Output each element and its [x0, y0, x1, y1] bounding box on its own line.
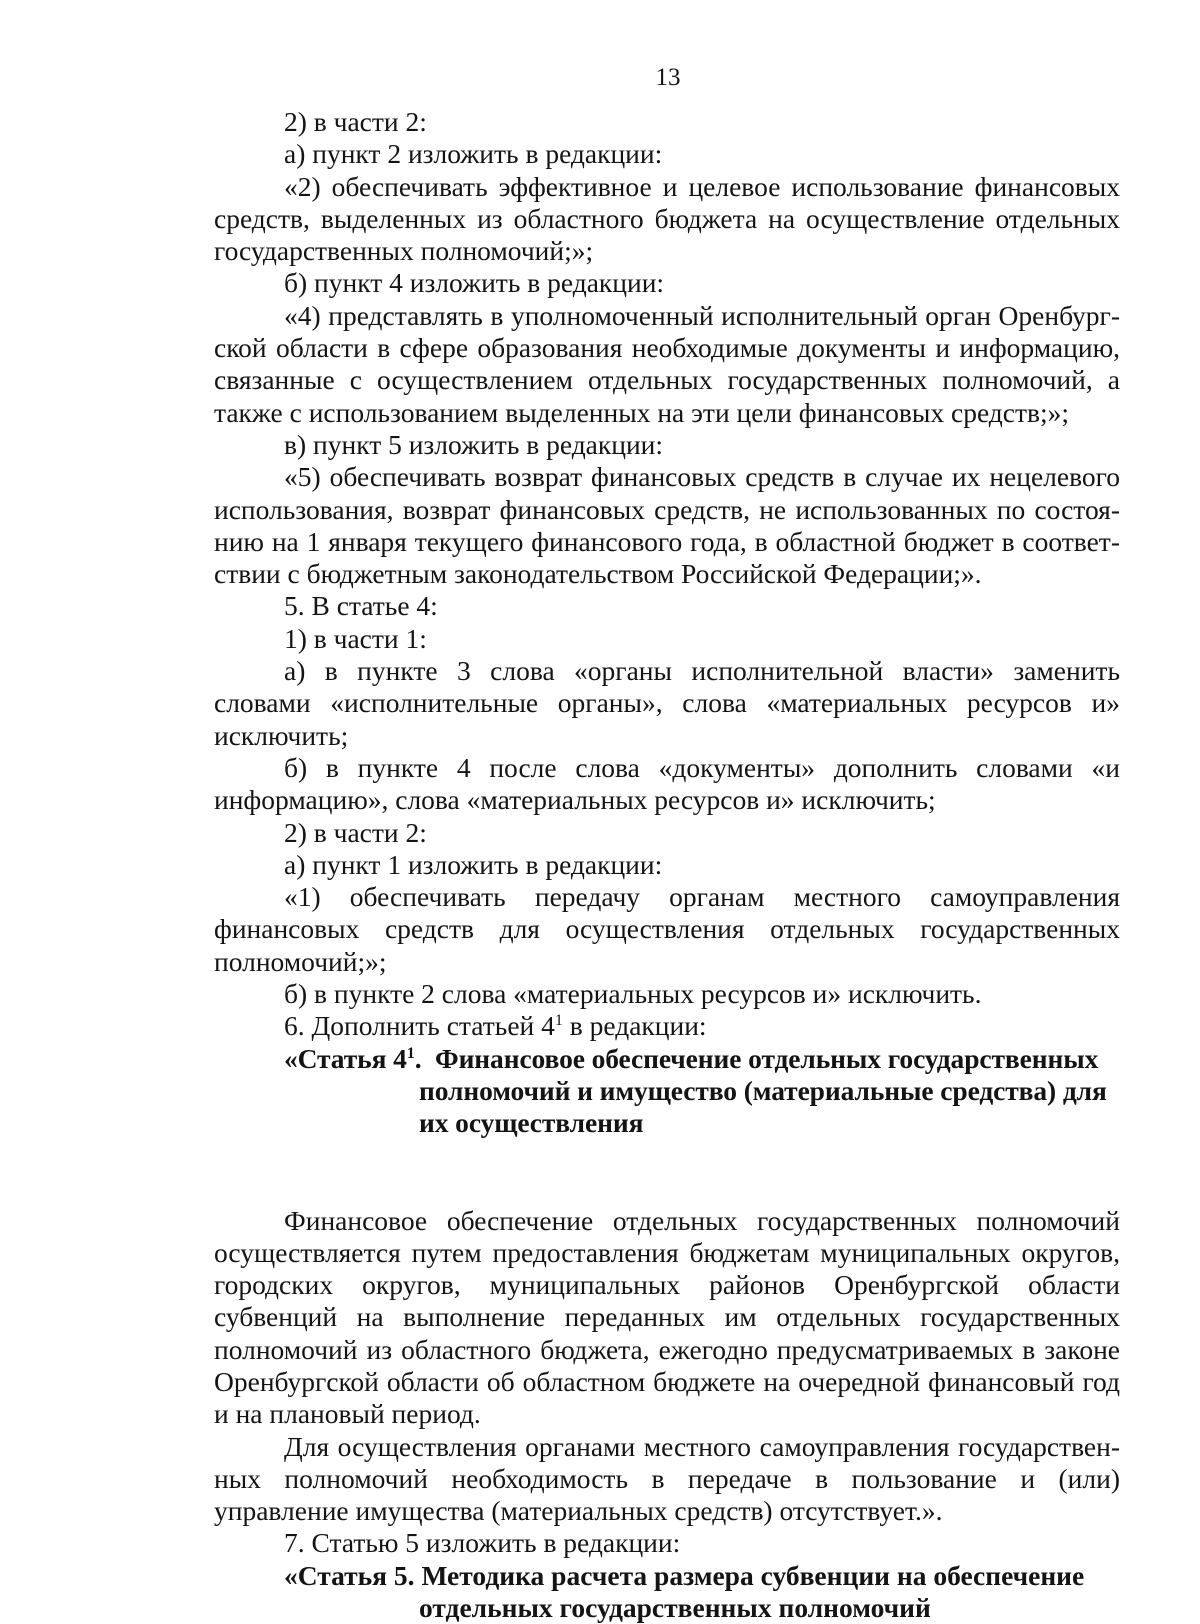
item-6-tail: в редакции:	[562, 1010, 707, 1042]
document-body	[214, 106, 1120, 1624]
item-6-text: 6. Дополнить статьей 4	[284, 1010, 555, 1042]
paragraph: а) пункт 1 изложить в редакции:	[284, 848, 663, 880]
article-4-1-label: «Статья $4^1$.	[284, 1042, 422, 1074]
paragraph: Для осуществления органами местного самоуправления государственных полномочий необходимость в передаче в пользование и (или) управление имущества (материальных средств) отсутствует.».	[214, 1430, 1120, 1527]
paragraph: а) в пункте 3 слова «органы исполнительной власти» заменить словами «исполнительные органы», слова «материальных ресурсов и» исключить;	[214, 655, 1120, 751]
item-6-superscript: 1	[554, 1012, 563, 1030]
paragraph: «5) обеспечивать возврат финансовых средств в случае их нецелевого использования, возврат финансовых средств, не использованных по состоянию на 1 января текущего финансового года, в областной бюджет в соответствии с бюджетным законодательством Российской Федерации;».	[214, 461, 1120, 590]
paragraph: «4) представлять в уполномоченный исполнительный орган Оренбургской области в сфере образования необходимые документы и информацию, связанные с осуществлением отдельных государственных полномочий, а также с использованием выделенных на эти цели финансовых средств;»;	[214, 299, 1120, 428]
paragraph: 1) в части 1:	[284, 622, 427, 654]
paragraph: 5. В статье 4:	[284, 590, 438, 622]
page-number: 13	[655, 64, 681, 91]
article-5-title: Методика расчета размера субвенции на обеспечение отдельных государственных полномочий	[419, 1559, 1085, 1624]
paragraph: «2) обеспечивать эффективное и целевое использование финансовых средств, выделенных из областного бюджета на осуществление отдельных государственных полномочий;»;	[214, 170, 1120, 267]
paragraph: в) пункт 5 изложить в редакции:	[284, 428, 664, 460]
paragraph: 2) в части 2:	[284, 106, 427, 137]
paragraph: б) в пункте 2 слова «материальных ресурсов и» исключить.	[284, 978, 982, 1010]
paragraph-item-6	[214, 1010, 1120, 1042]
article-4-1-heading	[214, 1043, 1120, 1140]
paragraph: б) в пункте 4 после слова «документы» дополнить словами «и информацию», слова «материальных ресурсов и» исключить;	[214, 751, 1120, 816]
paragraph: б) пункт 4 изложить в редакции:	[284, 267, 665, 299]
article-5-heading	[214, 1560, 1120, 1624]
paragraph: а) пункт 2 изложить в редакции:	[284, 138, 663, 170]
paragraph: 2) в части 2:	[284, 816, 427, 848]
paragraph: 7. Статью 5 изложить в редакции:	[284, 1527, 681, 1559]
paragraph: Финансовое обеспечение отдельных государственных полномочий осуществляется путем предоставления бюджетам муниципальных округов, городских округов, муниципальных районов Оренбургской области субвенций на выполнение переданных им отдельных государственных полномочий из областного бюджета, ежегодно предусматриваемых в законе Оренбургской области об областном бюджете на очередной финансовый год и на плановый период.	[214, 1204, 1120, 1430]
article-5-label: «Статья 5.	[284, 1559, 415, 1591]
paragraph: «1) обеспечивать передачу органам местного самоуправления финансовых средств для осуществления отдельных государственных полномочий;»;	[214, 881, 1120, 977]
spacer	[214, 1140, 1120, 1205]
article-4-1-title: Финансовое обеспечение отдельных государственных полномочий и имущество (материальные средства) для их осуществления	[419, 1042, 1107, 1139]
